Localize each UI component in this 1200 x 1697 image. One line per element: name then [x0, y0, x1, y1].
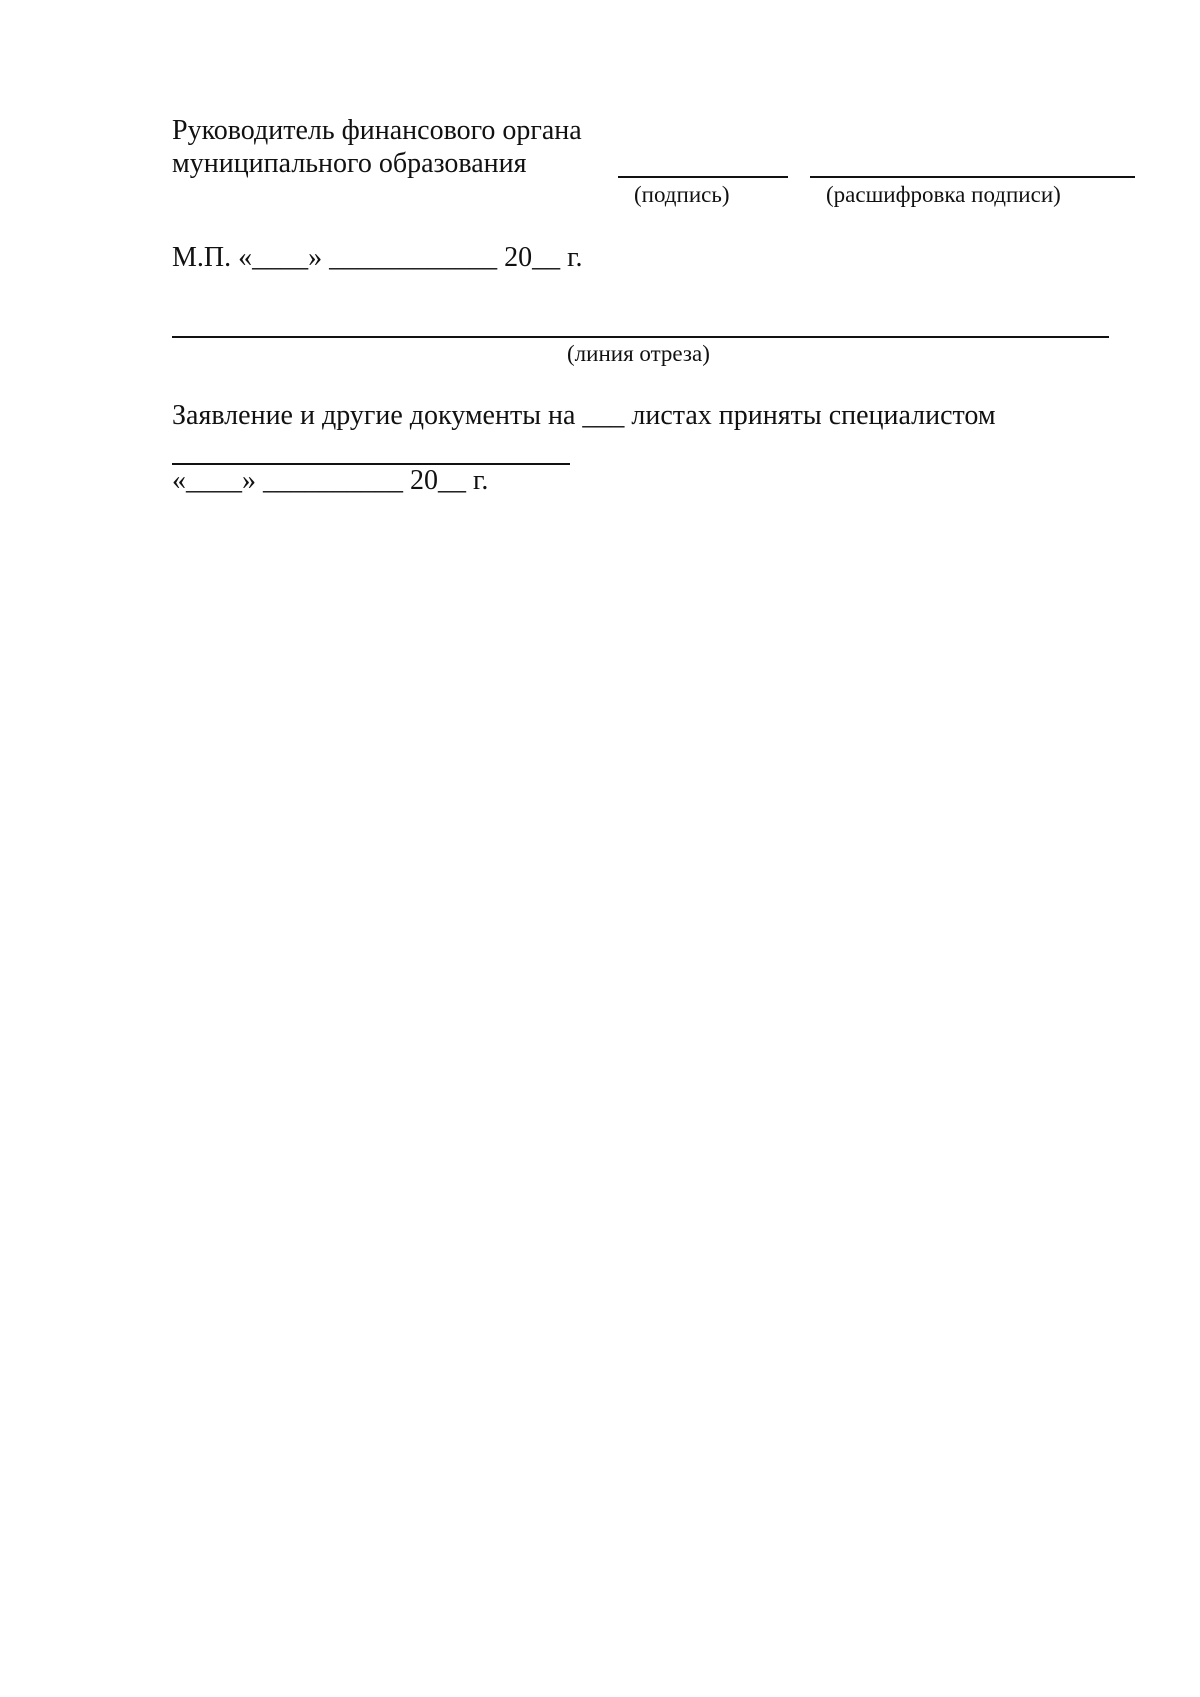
receipt-date-line: «____» __________ 20__ г.: [172, 465, 489, 496]
signature-caption: (подпись): [634, 182, 730, 207]
signature-line: [618, 176, 788, 178]
signature-decoding-line: [810, 176, 1135, 178]
cut-line: [172, 336, 1109, 338]
position-title-line1: Руководитель финансового органа: [172, 115, 582, 146]
signature-decoding-caption: (расшифровка подписи): [826, 182, 1061, 207]
stamp-date-line: М.П. «____» ____________ 20__ г.: [172, 242, 583, 273]
position-title-line2: муниципального образования: [172, 148, 527, 179]
receipt-statement: Заявление и другие документы на ___ листах приняты специалистом: [172, 400, 996, 431]
cut-line-caption: (линия отреза): [567, 341, 710, 366]
